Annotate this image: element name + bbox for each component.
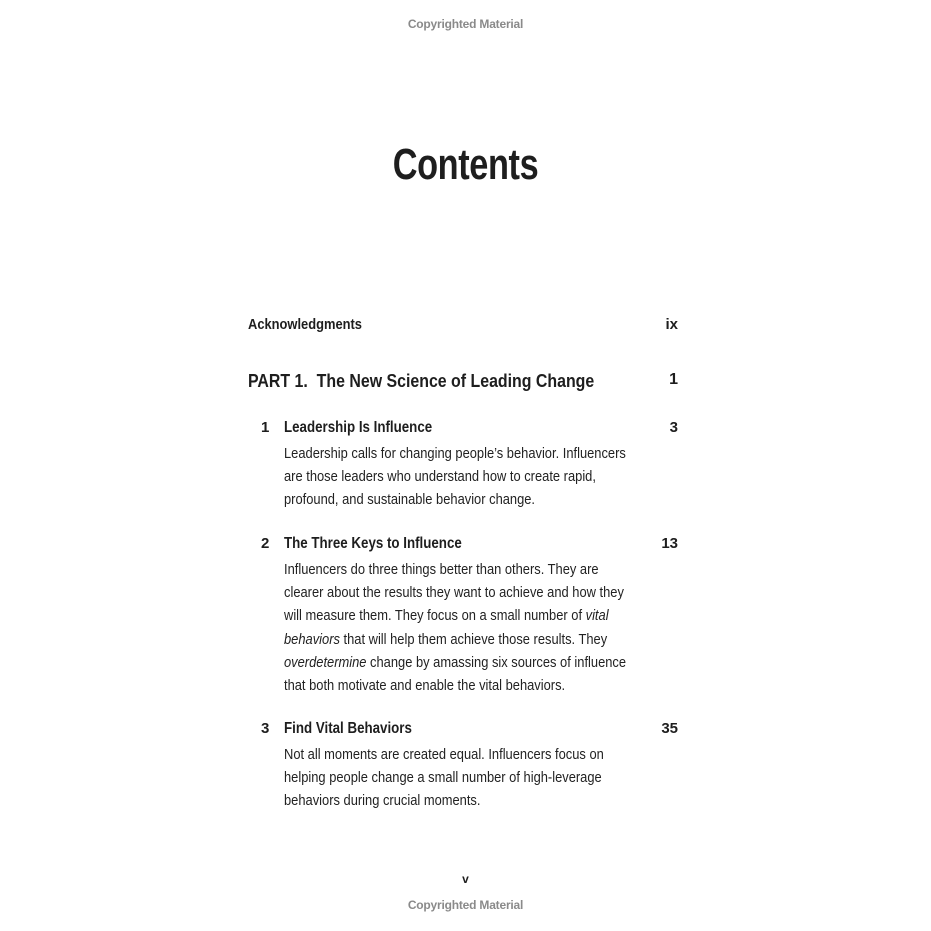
description-line: profound, and sustainable behavior change. bbox=[284, 491, 536, 509]
description-line: Leadership calls for changing people’s behavior. Influencers bbox=[284, 445, 626, 462]
page-folio: v bbox=[462, 872, 469, 886]
emphasis-text: overdetermine bbox=[284, 653, 367, 671]
toc-entry-label: Acknowledgments bbox=[248, 316, 362, 333]
chapter-title: The Three Keys to Influence bbox=[284, 535, 462, 552]
chapter-number: 3 bbox=[261, 720, 270, 737]
description-line bbox=[284, 604, 645, 627]
description-line: behaviors during crucial moments. bbox=[284, 792, 481, 810]
text-run: change by amassing six sources of influence bbox=[366, 653, 627, 671]
toc-page-number: 35 bbox=[661, 720, 678, 737]
chapter-title: Leadership Is Influence bbox=[284, 419, 433, 436]
text-run: that will help them achieve those results. They bbox=[339, 630, 608, 648]
part-heading: PART 1. The New Science of Leading Change bbox=[248, 370, 595, 391]
description-line: Influencers do three things better than others. They are bbox=[284, 561, 599, 578]
copyright-watermark-bottom: Copyrighted Material bbox=[407, 898, 524, 912]
description-line: helping people change a small number of high-leverage bbox=[284, 769, 602, 787]
chapter-description bbox=[284, 442, 704, 512]
toc-page-number: 3 bbox=[669, 419, 678, 436]
emphasis-text: vital bbox=[585, 607, 609, 625]
description-line: are those leaders who understand how to create rapid, bbox=[284, 468, 596, 486]
text-run: will measure them. They focus on a small number of bbox=[284, 607, 586, 625]
toc-page-number: 1 bbox=[669, 371, 678, 388]
chapter-description bbox=[284, 743, 704, 813]
chapter-title: Find Vital Behaviors bbox=[284, 720, 412, 737]
description-line bbox=[284, 651, 645, 674]
copyright-watermark-top: Copyrighted Material bbox=[407, 17, 524, 31]
description-line: clearer about the results they want to achieve and how they bbox=[284, 584, 624, 602]
toc-page-number: 13 bbox=[661, 535, 678, 552]
description-line: Not all moments are created equal. Influencers focus on bbox=[284, 746, 604, 763]
chapter-number: 2 bbox=[261, 535, 270, 552]
page-title: Contents bbox=[392, 140, 539, 189]
description-line: that both motivate and enable the vital behaviors. bbox=[284, 677, 566, 695]
emphasis-text: behaviors bbox=[284, 630, 340, 648]
toc-page-number: ix bbox=[665, 316, 678, 333]
description-line bbox=[284, 628, 645, 651]
chapter-number: 1 bbox=[261, 419, 270, 436]
chapter-description bbox=[284, 558, 704, 697]
